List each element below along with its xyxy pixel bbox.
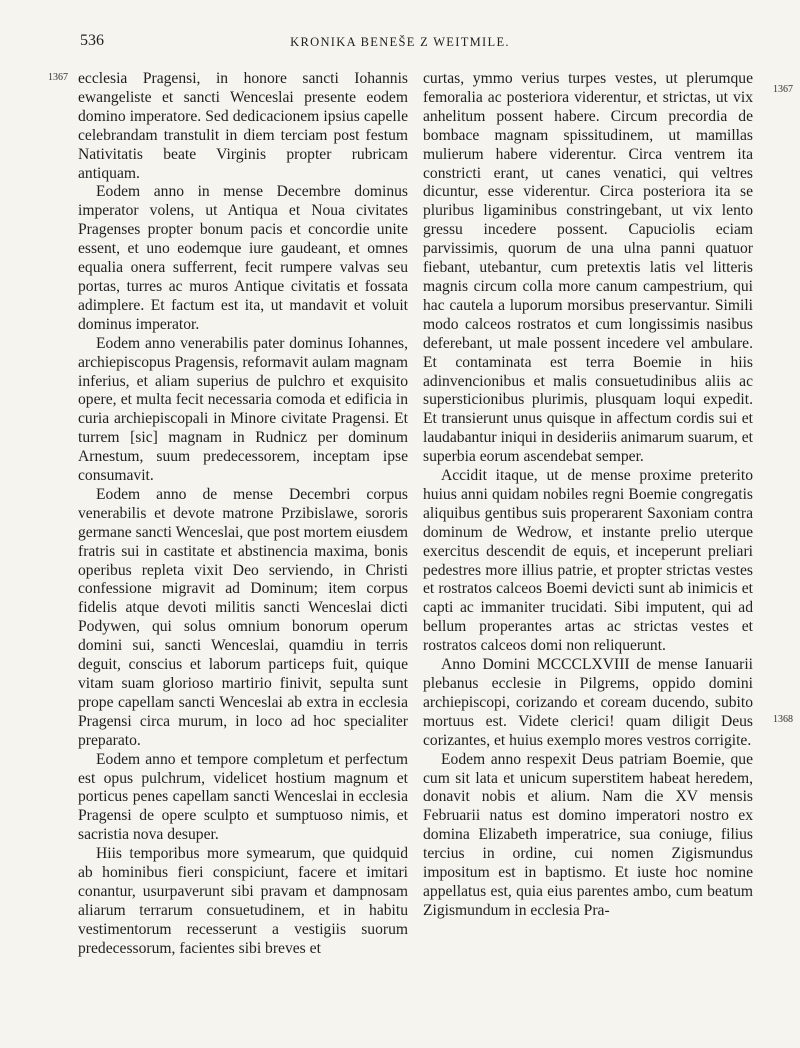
paragraph: curtas, ymmo verius turpes vestes, ut plerumque femoralia ac posteriora viderentur, et strictas, ut vix anhelitum possent habere. Circum precordia de bombace magnam spissitudinem, ut mamillas mulierum habere viderentur. Circa ventrem ita constricti erant, ut canes venatici, qui veltres dicuntur, esse viderentur. Circa posteriora ita se pluribus ligaminibus constringebant, ut vix lento gressu incedere possent. Capuciolis eciam parvissimis, quorum de una ulna panni quatuor fiebant, utebantur, cum pretextis latis vel litteris magnis circum colla more canum campestrium, qui hac cautela a luporum morsibus preservantur. Simili modo calceos rostratos et cum longissimis nasibus deferebant, ut male possent incedere vel ambulare. Et contaminata est terra Boemie in hiis adinvencionibus et malis consuetudinibus aliis ac supersticionibus plurimis, plusquam loqui expedit. Et transierunt unus quisque in affectum cordis sui et laudabantur iniqui in desideriis animarum suarum, et superbia eorum ascendebat semper. — [423, 70, 753, 466]
paragraph: Hiis temporibus more symearum, que quidquid ab hominibus fieri conspiciunt, facere et imitari conantur, usurpaverunt sibi pravam et dampnosam aliarum terrarum consuetudinem, et in habitu vestimentorum recesserunt a vestigiis suorum predecessorum, facientes sibi breves et — [78, 845, 408, 957]
paragraph: Eodem anno de mense Decembri corpus venerabilis et devote matrone Przibislawe, sororis germane sancti Wenceslai, que post mortem eiusdem fratris sui in castitate et abstinencia maxima, bonis operibus repleta vixit Deo serviendo, in Christi confessione migravit ad Dominum; item corpus fidelis atque devoti militis sancti Wenceslai dicti Podywen, qui solus omnium bonorum operum domini sui, sancti Wenceslai, quamdiu in terris deguit, conscius et laborum particeps fuit, quique vitam suam glorioso martirio finivit, sepulta sunt prope capellam sancti Wenceslai ab extra in ecclesia Pragensi circa murum, in loco ad hoc specialiter preparato. — [78, 485, 408, 749]
running-head: KRONIKA BENEŠE Z WEITMILE. — [290, 35, 510, 49]
margin-year-left: 1367 — [48, 72, 68, 83]
margin-year-right-1: 1367 — [773, 84, 793, 95]
right-column — [423, 70, 753, 921]
paragraph: Eodem anno et tempore completum et perfectum est opus pulchrum, videlicet hostium magnum et porticus penes capellam sancti Wenceslai in ecclesia Pragensi de opere sculpto et sumptuoso nimis, et sacristia nova desuper. — [78, 750, 408, 844]
paragraph: Accidit itaque, ut de mense proxime preterito huius anni quidam nobiles regni Boemie congregatis aliquibus gentibus suis properarent Saxoniam contra dominum de Wedrow, et instante prelio uterque exercitus descendit de equis, et inceperunt preliari pedestres more illius patrie, et propter strictas vestes et rostratos calceos Boemi devicti sunt ab inimicis et capti ac immaniter trucidati. Sibi imputent, qui ad bellum properantes artas ac strictas vestes et rostratos calceos domi non reliquerunt. — [423, 467, 753, 655]
page-number: 536 — [80, 32, 104, 49]
paragraph: Eodem anno in mense Decembre dominus imperator volens, ut Antiqua et Noua civitates Pragenses propter bonum pacis et concordie unite essent, et uno eodemque iure gaudeant, et omnes equalia onera sufferrent, fecit rumpere valvas seu portas, turres ac muros Antique civitatis et fossata adimplere. Et factum est ita, ut mandavit et voluit dominus imperator. — [78, 183, 408, 333]
paragraph: Eodem anno respexit Deus patriam Boemie, que cum sit lata et unicum superstitem habeat heredem, donavit nobis et alium. Nam die XV mensis Februarii natus est domino imperatori nostro ex domina Elizabeth imperatrice, sua coniuge, filius tercius in ordine, cui nomen Zigismundus impositum est in baptismo. Et iuste hoc nomine appellatus est, quia eius parentes ambo, cum beatum Zigismundum in ecclesia Pra- — [423, 750, 753, 919]
paragraph: ecclesia Pragensi, in honore sancti Iohannis ewangeliste et sancti Wenceslai presente eodem domino imperatore. Sed dedicacionem ipsius capelle celebrandam transtulit in diem terciam post festum Nativitatis beate Virginis propter rubricam antiquam. — [78, 70, 408, 182]
left-column — [78, 70, 408, 959]
paragraph: Anno Domini MCCCLXVIII de mense Ianuarii plebanus ecclesie in Pilgrems, oppido domini archiepiscopi, corizando et coream ducendo, subito mortuus est. Videte clerici! quam diligit Deus corizantes, et huius exemplo mores vestros corrigite. — [423, 656, 753, 749]
margin-year-right-2: 1368 — [773, 714, 793, 725]
paragraph: Eodem anno venerabilis pater dominus Iohannes, archiepiscopus Pragensis, reformavit aulam magnam inferius, et aliam superius de pulchro et exquisito opere, et multa fecit necessaria comoda et edificia in curia archiepiscopali in Minore civitate Pragensi. Et turrem [sic] magnam in Rudnicz per dominum Arnestum, suum predecessorem, inceptam ipse consumavit. — [78, 334, 408, 485]
